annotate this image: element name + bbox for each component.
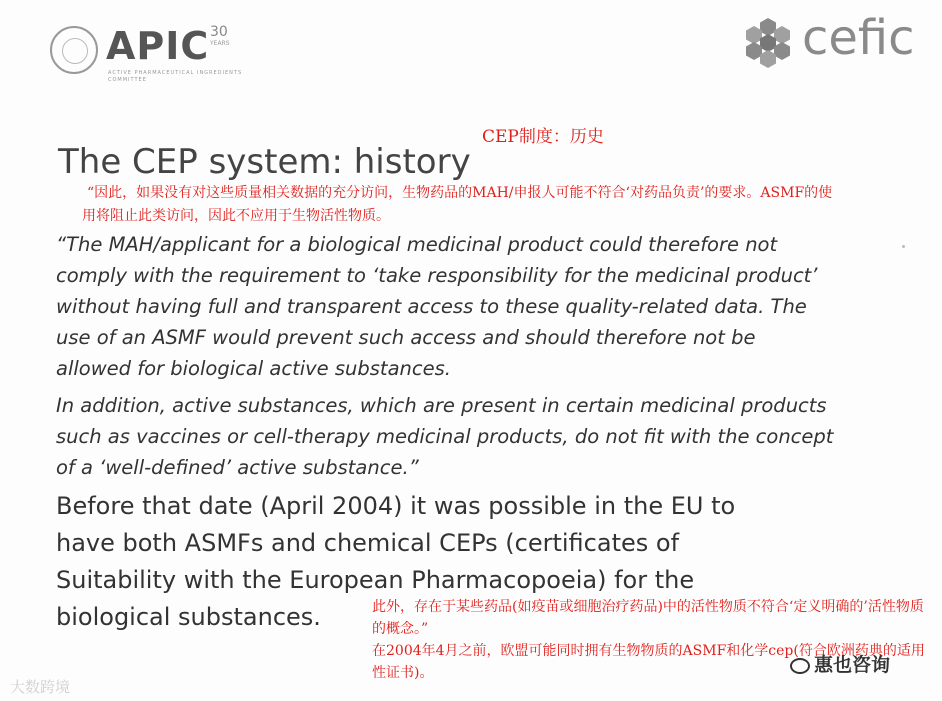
quote-paragraph-2: In addition, active substances, which are present in certain medicinal products such as vaccines or cell-therapy medicinal products, do not fit with the concept of a ‘well-defined’ active substance.”	[56, 394, 834, 479]
apic-logo-word: APIC	[106, 24, 210, 68]
chinese-title-annotation: CEP制度：历史	[482, 127, 604, 147]
apic-subtitle: ACTIVE PHARMACEUTICAL INGREDIENTS COMMITTEE	[108, 70, 243, 83]
quote-paragraph-1: “The MAH/applicant for a biological medicinal product could therefore not comply with the requirement to ‘take responsibility for the medicinal product’ without having full and transparent access to these quality-related data. The use of an ASMF would prevent such access and should therefore not be allowed for biological active substances.	[56, 233, 818, 380]
apic-years: YEARS	[210, 40, 230, 47]
watermark-right	[790, 650, 890, 677]
wechat-icon	[790, 658, 810, 674]
apic-emblem-icon	[50, 26, 98, 74]
chinese-note-line-2: 在2004年4月之前，欧盟可能同时拥有生物物质的ASMF和化学cep(符合欧洲药典的适用性证书)。	[372, 643, 925, 681]
watermark-right-text: 惠也咨询	[814, 654, 891, 676]
scan-speck	[902, 245, 905, 248]
slide-title: The CEP system: history	[58, 142, 471, 182]
watermark-left: 大数跨境	[10, 678, 71, 696]
body-paragraph: Before that date (April 2004) it was possible in the EU to have both ASMFs and chemical CEPs (certificates of Suitability with the European Pharmacopoeia) for the biological substances.	[56, 492, 736, 631]
chinese-quote-annotation: “因此，如果没有对这些质量相关数据的充分访问，生物药品的MAH/申报人可能不符合‘对药品负责’的要求。ASMF的使用将阻止此类访问，因此不应用于生物活性物质。	[82, 185, 833, 224]
cefic-logo-word: cefic	[802, 10, 915, 66]
cefic-hexagon-icon	[740, 14, 796, 70]
cefic-logo	[740, 10, 930, 70]
apic-logo	[50, 18, 250, 88]
apic-anniversary: 30	[210, 24, 228, 40]
chinese-note-line-1: 此外，存在于某些药品(如疫苗或细胞治疗药品)中的活性物质不符合‘定义明确的’活性物质的概念。”	[372, 599, 924, 637]
